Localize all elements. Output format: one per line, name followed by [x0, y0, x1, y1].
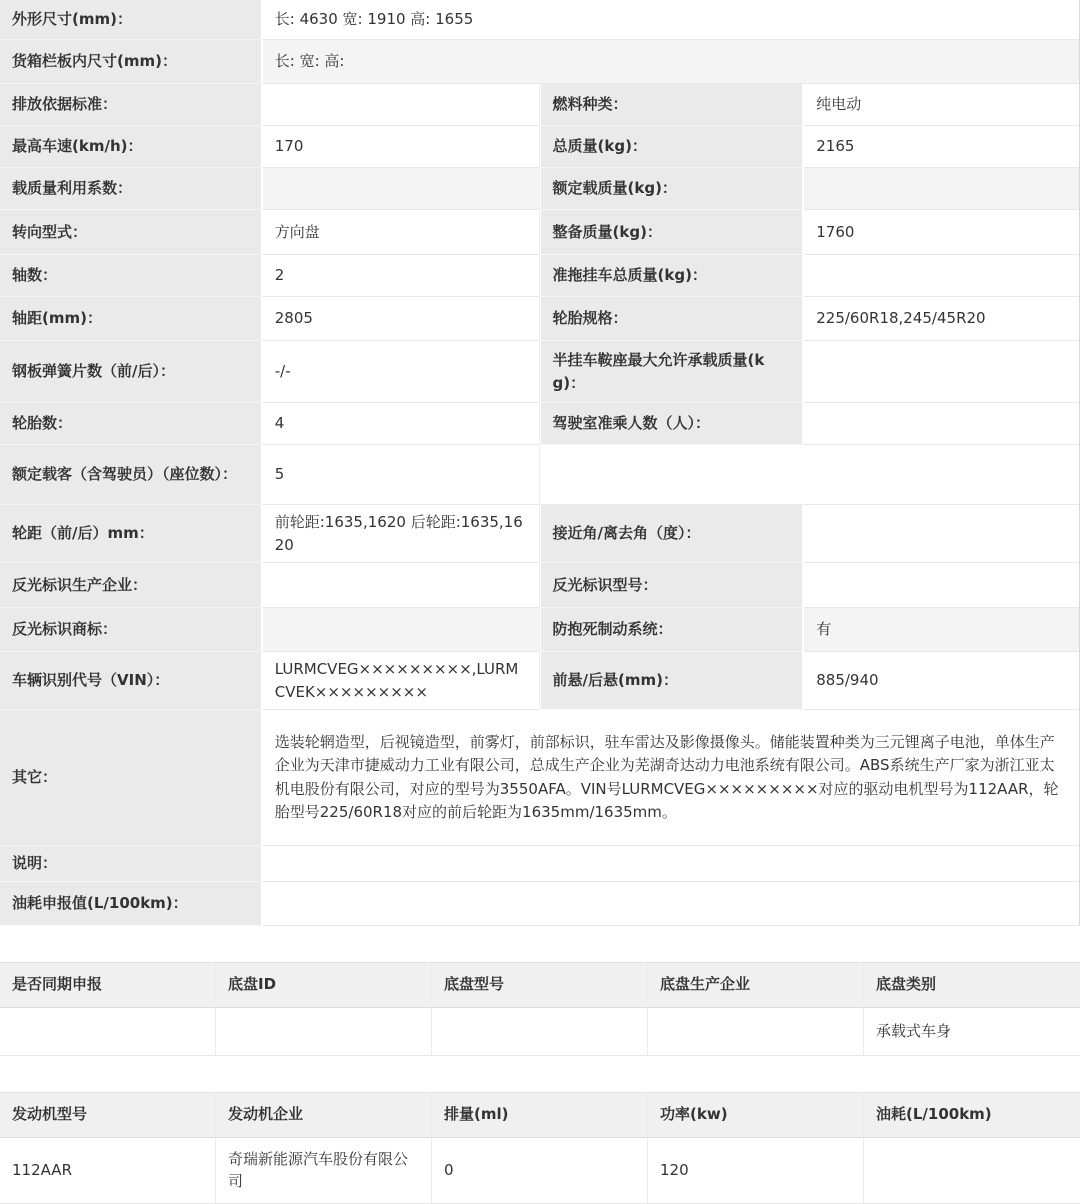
spec-label: 轮距（前/后）mm： — [0, 505, 263, 563]
spec-label: 准拖挂车总质量(kg)： — [540, 255, 805, 297]
spec-row — [0, 255, 1079, 297]
table-cell: 112AAR — [0, 1138, 216, 1204]
spec-value: 前轮距:1635,1620 后轮距:1635,1620 — [263, 505, 540, 563]
spec-label: 防抱死制动系统： — [540, 608, 805, 652]
spec-value — [263, 84, 540, 126]
spec-value — [804, 168, 1079, 210]
column-header: 发动机企业 — [216, 1092, 432, 1138]
spec-label: 额定载客（含驾驶员）（座位数）： — [0, 445, 263, 505]
spec-row — [0, 505, 1079, 563]
spec-label: 额定载质量(kg)： — [540, 168, 805, 210]
spec-row — [0, 882, 1079, 926]
spec-label: 其它： — [0, 710, 263, 846]
spec-value — [263, 608, 540, 652]
spec-value: LURMCVEG×××××××××,LURMCVEK××××××××× — [263, 652, 540, 710]
spec-row — [0, 710, 1079, 846]
spec-value — [804, 505, 1079, 563]
spec-value: 2 — [263, 255, 540, 297]
table-cell — [432, 1008, 648, 1056]
spec-value: 5 — [263, 445, 540, 505]
spec-label: 轴数： — [0, 255, 263, 297]
table-cell — [864, 1138, 1080, 1204]
spec-value — [263, 563, 540, 608]
spec-value: 长: 宽: 高: — [263, 40, 1079, 84]
chassis-data-row — [0, 1008, 1080, 1056]
spec-label: 油耗申报值(L/100km)： — [0, 882, 263, 926]
spec-row — [0, 210, 1079, 255]
column-header: 排量(ml) — [432, 1092, 648, 1138]
spec-value: 2805 — [263, 297, 540, 341]
spec-label: 前悬/后悬(mm)： — [540, 652, 805, 710]
column-header: 底盘生产企业 — [648, 962, 864, 1008]
spec-label: 接近角/离去角（度）： — [540, 505, 805, 563]
chassis-header-row — [0, 962, 1080, 1008]
section-divider — [0, 1056, 1080, 1092]
spec-row — [0, 403, 1079, 445]
spec-row — [0, 608, 1079, 652]
spec-row — [0, 652, 1079, 710]
spec-value — [263, 846, 1079, 882]
spec-row — [0, 84, 1079, 126]
spec-label: 钢板弹簧片数（前/后）： — [0, 341, 263, 403]
spec-value: 纯电动 — [804, 84, 1079, 126]
spec-row — [0, 0, 1079, 40]
column-header: 底盘类别 — [864, 962, 1080, 1008]
column-header: 发动机型号 — [0, 1092, 216, 1138]
spec-label: 总质量(kg)： — [540, 126, 805, 168]
spec-label: 半挂车鞍座最大允许承载质量(kg)： — [540, 341, 805, 403]
spec-label: 货箱栏板内尺寸(mm)： — [0, 40, 263, 84]
chassis-table — [0, 962, 1080, 1056]
spec-value: 方向盘 — [263, 210, 540, 255]
table-cell: 0 — [432, 1138, 648, 1204]
spec-value: 225/60R18,245/45R20 — [804, 297, 1079, 341]
engine-header-row — [0, 1092, 1080, 1138]
table-cell — [216, 1008, 432, 1056]
spec-label: 反光标识型号： — [540, 563, 805, 608]
spec-value — [804, 563, 1079, 608]
column-header: 底盘型号 — [432, 962, 648, 1008]
spec-value: 选装轮辋造型，后视镜造型，前雾灯，前部标识，驻车雷达及影像摄像头。储能装置种类为三元锂离子电池，单体生产企业为天津市捷威动力工业有限公司，总成生产企业为芜湖奇达动力电池系统有限公司。ABS系统生产厂家为浙江亚太机电股份有限公司，对应的型号为3550AFA。VIN号LURMCVEG×××××××××对应的驱动电机型号为112AAR，轮胎型号225/60R18对应的前后轮距为1635mm/1635mm。 — [263, 710, 1079, 846]
spec-label: 整备质量(kg)： — [540, 210, 805, 255]
spec-value — [804, 445, 1079, 505]
spec-label: 说明： — [0, 846, 263, 882]
engine-data-row — [0, 1138, 1080, 1204]
spec-value — [263, 882, 1079, 926]
spec-label: 转向型式： — [0, 210, 263, 255]
table-cell — [648, 1008, 864, 1056]
spec-label: 反光标识商标： — [0, 608, 263, 652]
spec-value: 2165 — [804, 126, 1079, 168]
spec-value: 有 — [804, 608, 1079, 652]
spec-label: 反光标识生产企业： — [0, 563, 263, 608]
table-cell: 120 — [648, 1138, 864, 1204]
spec-label: 排放依据标准： — [0, 84, 263, 126]
spec-row — [0, 846, 1079, 882]
spec-label: 轴距(mm)： — [0, 297, 263, 341]
column-header: 功率(kw) — [648, 1092, 864, 1138]
spec-value — [804, 403, 1079, 445]
spec-label: 轮胎规格： — [540, 297, 805, 341]
spec-row — [0, 126, 1079, 168]
spec-label — [540, 445, 805, 505]
spec-row — [0, 40, 1079, 84]
spec-label: 车辆识别代号（VIN）： — [0, 652, 263, 710]
spec-value — [804, 255, 1079, 297]
spec-value: 170 — [263, 126, 540, 168]
spec-value: 885/940 — [804, 652, 1079, 710]
spec-value: 长: 4630 宽: 1910 高: 1655 — [263, 0, 1079, 40]
section-divider — [0, 926, 1080, 962]
column-header: 底盘ID — [216, 962, 432, 1008]
spec-value: -/- — [263, 341, 540, 403]
spec-value — [263, 168, 540, 210]
spec-value — [804, 341, 1079, 403]
column-header: 油耗(L/100km) — [864, 1092, 1080, 1138]
spec-row — [0, 168, 1079, 210]
spec-value: 1760 — [804, 210, 1079, 255]
table-cell — [0, 1008, 216, 1056]
spec-row — [0, 563, 1079, 608]
spec-row — [0, 445, 1079, 505]
spec-label: 驾驶室准乘人数（人）： — [540, 403, 805, 445]
column-header: 是否同期申报 — [0, 962, 216, 1008]
spec-row — [0, 297, 1079, 341]
spec-label: 轮胎数： — [0, 403, 263, 445]
spec-label: 载质量利用系数： — [0, 168, 263, 210]
spec-label: 燃料种类： — [540, 84, 805, 126]
table-cell: 承载式车身 — [864, 1008, 1080, 1056]
spec-label: 最高车速(km/h)： — [0, 126, 263, 168]
spec-row — [0, 341, 1079, 403]
spec-value: 4 — [263, 403, 540, 445]
table-cell: 奇瑞新能源汽车股份有限公司 — [216, 1138, 432, 1204]
engine-table — [0, 1092, 1080, 1204]
spec-label: 外形尺寸(mm)： — [0, 0, 263, 40]
